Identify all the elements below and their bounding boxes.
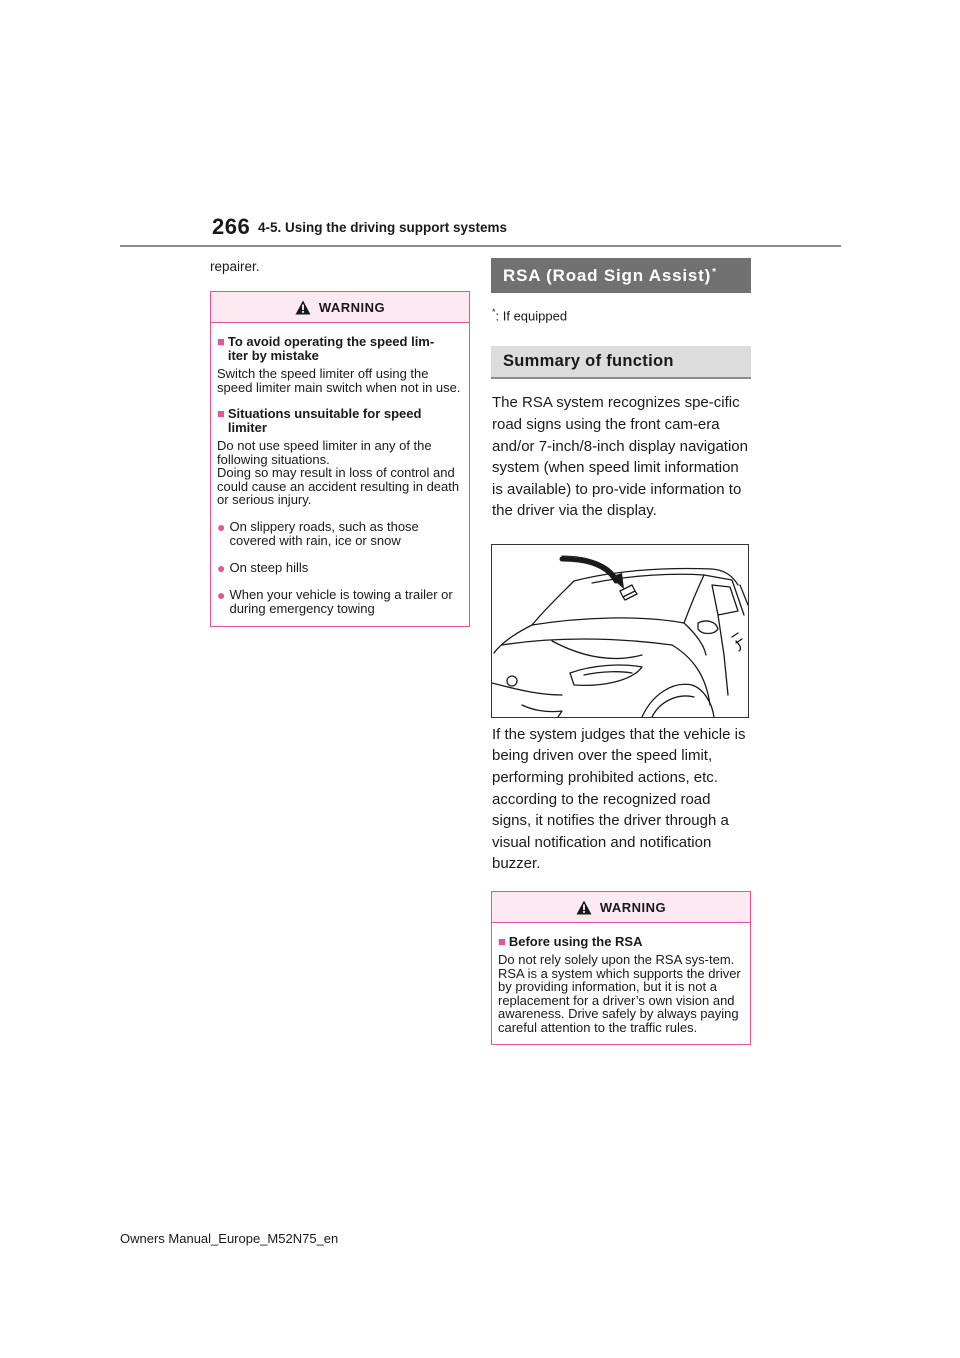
lead-text: repairer. <box>210 259 260 274</box>
header-rule <box>120 245 841 247</box>
car-illustration-svg <box>492 545 748 717</box>
page-number: 266 <box>212 214 251 239</box>
warning-bullet: ● On slippery roads, such as those covered with rain, ice or snow <box>217 518 419 548</box>
square-bullet-icon: ■ <box>217 334 225 349</box>
warning-heading-rsa: ■ Before using the RSA <box>498 934 643 950</box>
warning-title: WARNING <box>599 899 667 915</box>
warning-paragraph: Switch the speed limiter off using the speed limiter main switch when not in use. <box>217 366 461 395</box>
warning-bullet: ● When your vehicle is towing a trailer or during emergency towing <box>217 586 453 616</box>
body-paragraph-2: If the system judges that the vehicle is being driven over the speed limit, performing prohibited actions, etc. according to the recognized road signs, it notifies the driver through a visual notification and notification buzzer. <box>492 725 746 873</box>
footer-text: Owners Manual_Europe_M52N75_en <box>120 1231 339 1246</box>
circle-bullet-icon: ● <box>217 518 226 535</box>
car-windshield-camera-illustration <box>491 544 749 718</box>
subtitle-bar: Summary of function <box>491 346 751 379</box>
square-bullet-icon: ■ <box>217 406 225 421</box>
title-asterisk: * <box>712 267 717 278</box>
warning-heading-mistake: ■ To avoid operating the speed lim- iter by mistake <box>217 334 435 363</box>
warning-header <box>211 292 469 323</box>
section-header: 4-5. Using the driving support systems <box>258 220 508 235</box>
warning-body <box>211 323 469 626</box>
warning-paragraph: Do not rely solely upon the RSA sys-tem. RSA is a system which supports the driver by providing information, but it is not a replacement for a driver’s own vision and awareness. Drive safely by always paying careful attention to the traffic rules. <box>498 952 741 1035</box>
warning-triangle-icon <box>295 300 311 315</box>
circle-bullet-icon: ● <box>217 559 226 576</box>
warning-box-rsa <box>491 891 751 1045</box>
footnote: *: If equipped <box>492 307 568 324</box>
warning-heading-situations: ■ Situations unsuitable for speed limiter <box>217 406 422 435</box>
left-column <box>210 258 470 627</box>
footnote-asterisk: * <box>492 307 496 317</box>
warning-box-speed-limiter <box>210 291 470 627</box>
warning-paragraph: Do not use speed limiter in any of the following situations. Doing so may result in loss of control and could cause an accident resulting in death or serious injury. <box>217 438 460 507</box>
warning-triangle-icon <box>576 900 592 915</box>
warning-header <box>492 892 750 923</box>
warning-body <box>492 923 750 1044</box>
square-bullet-icon: ■ <box>498 934 506 950</box>
body-paragraph-1: The RSA system recognizes spe-cific road signs using the front cam-era and/or 7-inch/8-inch display navigation system (when speed limit information is available) to pro-vide information to the driver via the display. <box>492 394 748 520</box>
right-column <box>491 258 751 1045</box>
warning-bullet: ● On steep hills <box>217 559 309 576</box>
section-title: RSA (Road Sign Assist) <box>503 265 712 285</box>
warning-title: WARNING <box>318 299 386 315</box>
section-title-bar <box>491 258 751 293</box>
circle-bullet-icon: ● <box>217 586 226 603</box>
